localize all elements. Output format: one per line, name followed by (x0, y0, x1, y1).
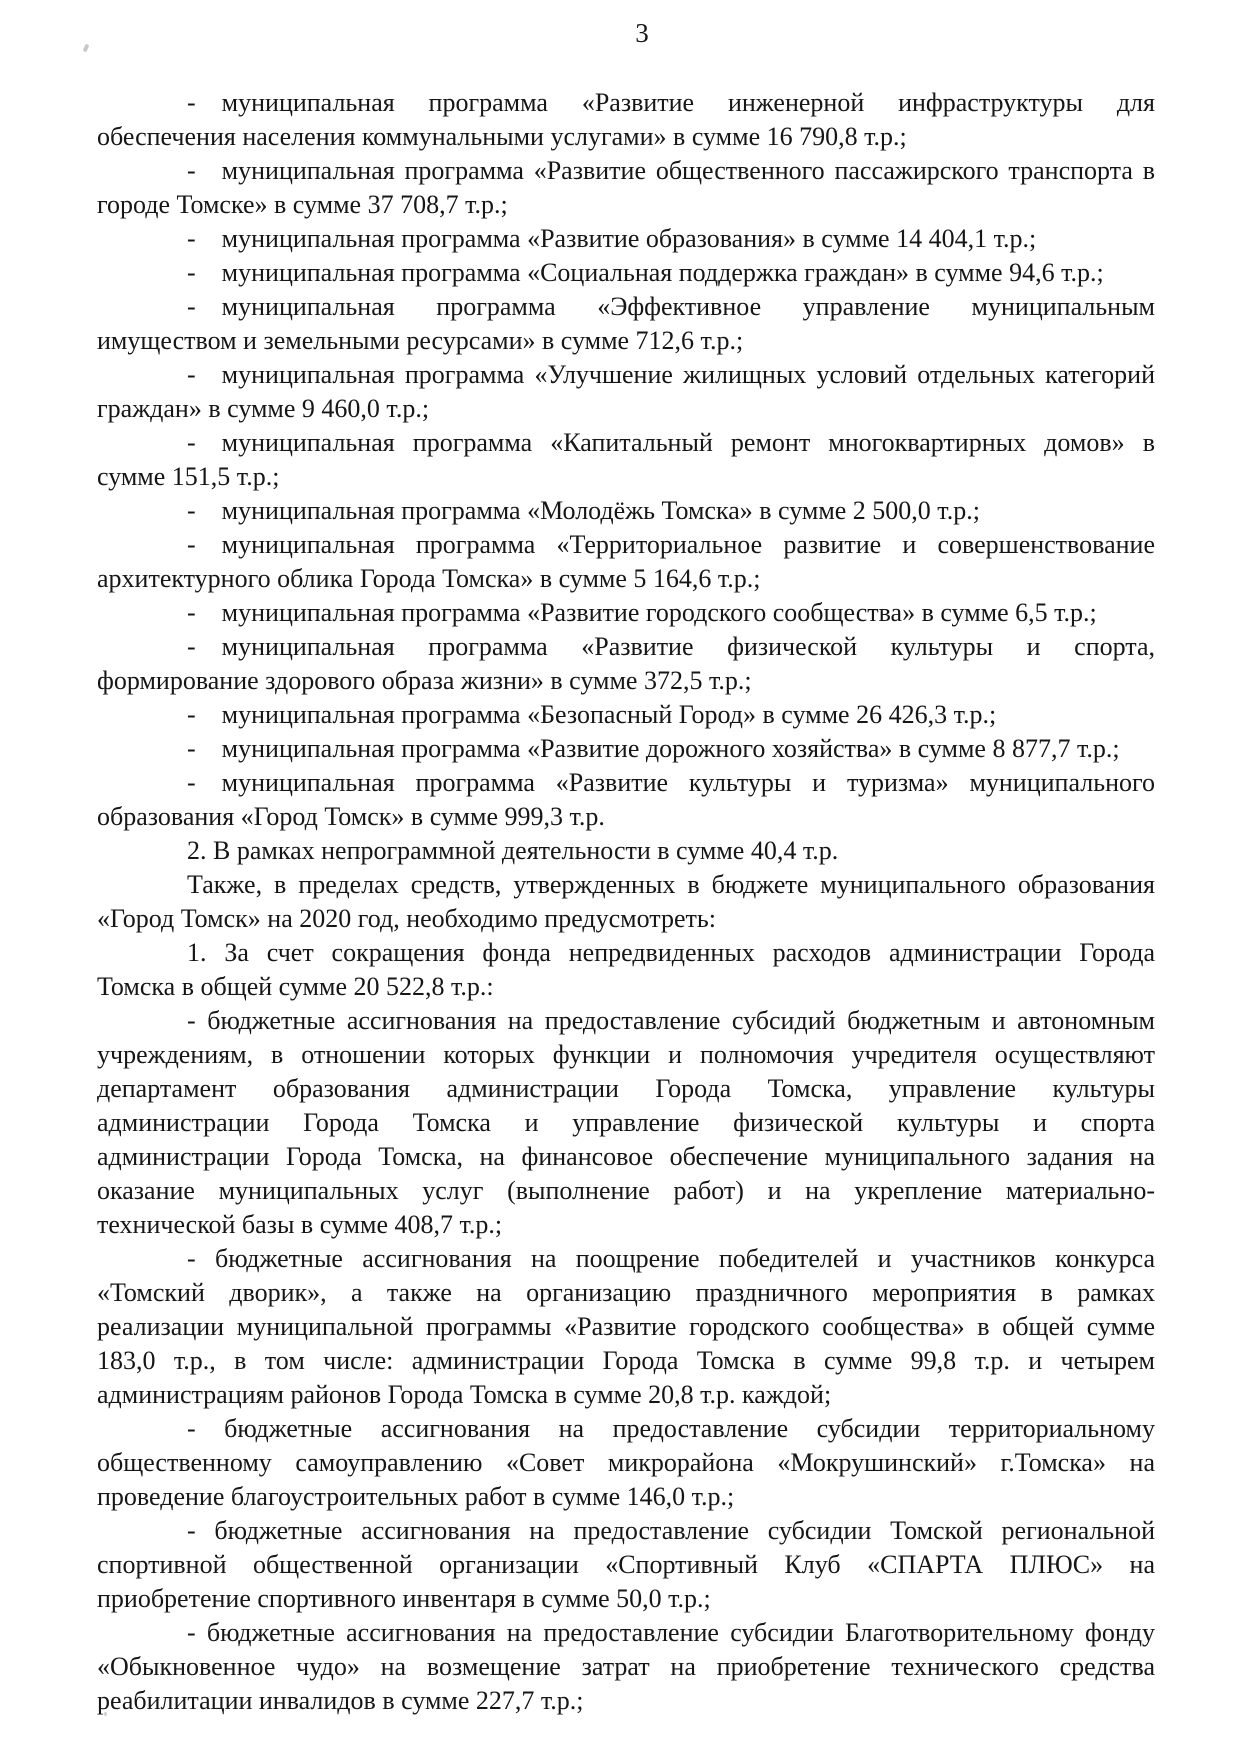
text-line: 2. В рамках непрограммной деятельности в сумме 40,4 т.р. (187, 836, 839, 865)
text-line: - бюджетные ассигнования на предоставление субсидии территориальному (187, 1414, 1155, 1443)
paragraph (97, 1004, 1155, 1242)
paragraph (97, 1242, 1155, 1412)
text-line: - муниципальная программа «Развитие инженерной инфраструктуры для (187, 88, 1155, 117)
paragraph (97, 86, 1155, 154)
text-line: - муниципальная программа «Развитие общественного пассажирского транспорта в (187, 156, 1155, 185)
text-line: - муниципальная программа «Развитие физической культуры и спорта, (187, 632, 1155, 661)
text-line: - бюджетные ассигнования на поощрение победителей и участников конкурса (187, 1244, 1155, 1273)
text-line: имуществом и земельными ресурсами» в сумме 712,6 т.р.; (97, 326, 744, 355)
text-line: - муниципальная программа «Развитие культуры и туризма» муниципального (187, 768, 1155, 797)
paragraph (97, 426, 1155, 494)
paragraph (97, 256, 1155, 290)
text-line: администрации Города Томска и управление физической культуры и спорта (97, 1108, 1155, 1137)
text-line: - муниципальная программа «Эффективное управление муниципальным (187, 292, 1155, 321)
paragraph (97, 222, 1155, 256)
paragraph (97, 1616, 1155, 1718)
text-line: сумме 151,5 т.р.; (97, 462, 280, 491)
text-line: - муниципальная программа «Безопасный Город» в сумме 26 426,3 т.р.; (187, 700, 997, 729)
text-line: архитектурного облика Города Томска» в сумме 5 164,6 т.р.; (97, 564, 761, 593)
text-line: - бюджетные ассигнования на предоставление субсидии Благотворительному фонду (187, 1618, 1155, 1647)
text-line: «Обыкновенное чудо» на возмещение затрат на приобретение технического средства (97, 1652, 1155, 1681)
text-line: - муниципальная программа «Улучшение жилищных условий отдельных категорий (187, 360, 1155, 389)
text-line: реализации муниципальной программы «Развитие городского сообщества» в общей сумме (97, 1312, 1155, 1341)
text-line: Также, в пределах средств, утвержденных в бюджете муниципального образования (187, 870, 1155, 899)
text-line: городе Томске» в сумме 37 708,7 т.р.; (97, 190, 508, 219)
text-line: 1. За счет сокращения фонда непредвиденных расходов администрации Города (187, 938, 1155, 967)
text-line: 183,0 т.р., в том числе: администрации Города Томска в сумме 99,8 т.р. и четырем (97, 1346, 1155, 1375)
paragraph (97, 596, 1155, 630)
text-line: администрациям районов Города Томска в сумме 20,8 т.р. каждой; (97, 1380, 832, 1409)
page-number: 3 (635, 18, 649, 48)
paragraph (97, 834, 1155, 868)
text-line: - бюджетные ассигнования на предоставление субсидий бюджетным и автономным (187, 1006, 1155, 1035)
paragraph (97, 1514, 1155, 1616)
text-line: реабилитации инвалидов в сумме 227,7 т.р.; (97, 1686, 584, 1715)
text-line: граждан» в сумме 9 460,0 т.р.; (97, 394, 430, 423)
text-line: - муниципальная программа «Развитие городского сообщества» в сумме 6,5 т.р.; (187, 598, 1097, 627)
text-line: - бюджетные ассигнования на предоставление субсидии Томской региональной (187, 1516, 1155, 1545)
text-line: - муниципальная программа «Развитие дорожного хозяйства» в сумме 8 877,7 т.р.; (187, 734, 1120, 763)
paragraph (97, 528, 1155, 596)
document-body (97, 86, 1155, 1718)
text-line: оказание муниципальных услуг (выполнение работ) и на укрепление материально- (97, 1176, 1155, 1205)
text-line: - муниципальная программа «Развитие образования» в сумме 14 404,1 т.р.; (187, 224, 1037, 253)
text-line: «Томский дворик», а также на организацию праздничного мероприятия в рамках (97, 1278, 1155, 1307)
text-line: - муниципальная программа «Социальная поддержка граждан» в сумме 94,6 т.р.; (187, 258, 1104, 287)
paragraph (97, 358, 1155, 426)
paragraph (97, 698, 1155, 732)
text-line: - муниципальная программа «Молодёжь Томска» в сумме 2 500,0 т.р.; (187, 496, 980, 525)
text-line: - муниципальная программа «Капитальный ремонт многоквартирных домов» в (187, 428, 1155, 457)
paragraph (97, 1412, 1155, 1514)
text-line: департамент образования администрации Города Томска, управление культуры (97, 1074, 1155, 1103)
paragraph (97, 494, 1155, 528)
scan-artifact (104, 1712, 107, 1716)
paragraph (97, 630, 1155, 698)
text-line: - муниципальная программа «Территориальное развитие и совершенствование (187, 530, 1155, 559)
text-line: общественному самоуправлению «Совет микрорайона «Мокрушинский» г.Томска» на (97, 1448, 1155, 1477)
text-line: спортивной общественной организации «Спортивный Клуб «СПАРТА ПЛЮС» на (97, 1550, 1155, 1579)
paragraph (97, 868, 1155, 936)
text-line: технической базы в сумме 408,7 т.р.; (97, 1210, 503, 1239)
text-line: учреждениям, в отношении которых функции и полномочия учредителя осуществляют (97, 1040, 1155, 1069)
text-line: обеспечения населения коммунальными услугами» в сумме 16 790,8 т.р.; (97, 122, 907, 151)
text-line: «Город Томск» на 2020 год, необходимо предусмотреть: (97, 904, 716, 933)
paragraph (97, 732, 1155, 766)
paragraph (97, 936, 1155, 1004)
text-line: формирование здорового образа жизни» в сумме 372,5 т.р.; (97, 666, 752, 695)
paragraph (97, 290, 1155, 358)
text-line: приобретение спортивного инвентаря в сумме 50,0 т.р.; (97, 1584, 711, 1613)
paragraph (97, 766, 1155, 834)
text-line: проведение благоустроительных работ в сумме 146,0 т.р.; (97, 1482, 735, 1511)
paragraph (97, 154, 1155, 222)
text-line: образования «Город Томск» в сумме 999,3 т.р. (97, 802, 605, 831)
text-line: администрации Города Томска, на финансовое обеспечение муниципального задания на (97, 1142, 1155, 1171)
text-line: Томска в общей сумме 20 522,8 т.р.: (97, 972, 494, 1001)
